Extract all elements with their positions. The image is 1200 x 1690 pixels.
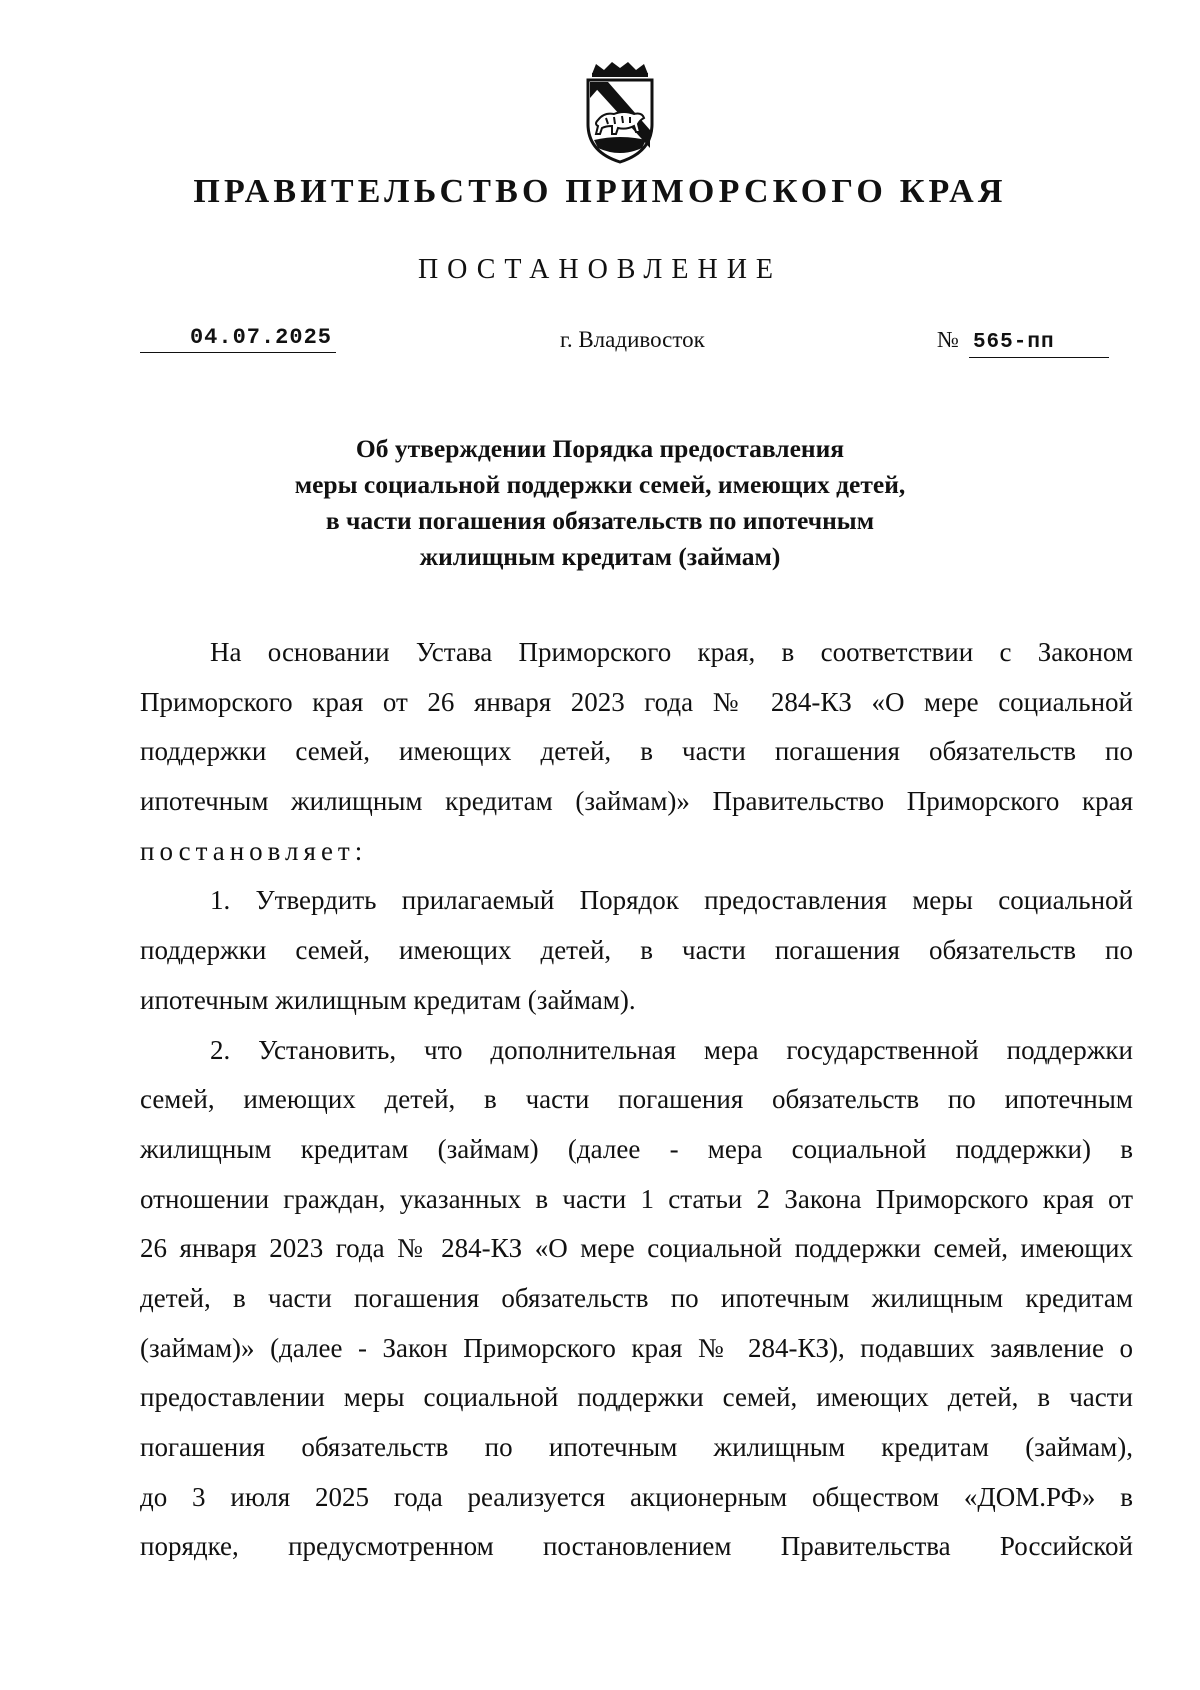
body-line: погашения обязательств по ипотечным жилищным кредитам (займам), xyxy=(140,1432,1133,1462)
subject-line: жилищным кредитам (займам) xyxy=(419,542,781,571)
body-line: отношении граждан, указанных в части 1 статьи 2 Закона Приморского края от xyxy=(140,1183,1133,1214)
number-sign: № xyxy=(937,327,959,352)
body-line: 2. Установить, что дополнительная мера государственной поддержки xyxy=(210,1034,1133,1065)
coat-of-arms-emblem xyxy=(578,60,662,164)
body-line: до 3 июля 2025 года реализуется акционерным обществом «ДОМ.РФ» в xyxy=(140,1481,1133,1512)
body-line: ипотечным жилищным кредитам (займам)» Правительство Приморского края xyxy=(140,786,1133,817)
body-line: 1. Утвердить прилагаемый Порядок предоставления меры социальной xyxy=(210,885,1133,916)
body-line: ипотечным жилищным кредитам (займам). xyxy=(140,984,636,1015)
document-body xyxy=(140,628,1133,1572)
body-line: (займам)» (далее - Закон Приморского края № 284-КЗ), подавших заявление о xyxy=(140,1332,1133,1363)
decree-keyword: постановляет: xyxy=(140,835,368,866)
item-1-paragraph xyxy=(140,876,1133,1025)
document-date: 04.07.2025 xyxy=(140,324,336,353)
organization-title: ПРАВИТЕЛЬСТВО ПРИМОРСКОГО КРАЯ xyxy=(193,173,1007,210)
document-type: ПОСТАНОВЛЕНИЕ xyxy=(417,254,783,285)
body-line: порядке, предусмотренном постановлением Правительства Российской xyxy=(140,1531,1133,1562)
subject-line: в части погашения обязательств по ипотечным xyxy=(325,506,875,535)
body-line: Приморского края от 26 января 2023 года № 284-КЗ «О мере социальной xyxy=(140,686,1133,717)
body-line: семей, имеющих детей, в части погашения обязательств по ипотечным xyxy=(140,1084,1133,1115)
document-subject xyxy=(200,431,1000,575)
document-city: г. Владивосток xyxy=(560,327,705,352)
preamble-paragraph xyxy=(140,628,1133,876)
subject-line: меры социальной поддержки семей, имеющих детей, xyxy=(294,470,906,499)
body-line: предоставлении меры социальной поддержки семей, имеющих детей, в части xyxy=(140,1382,1133,1413)
item-2-paragraph xyxy=(140,1026,1133,1573)
document-number: 565-пп xyxy=(969,329,1109,358)
body-line: 26 января 2023 года № 284-КЗ «О мере социальной поддержки семей, имеющих xyxy=(140,1233,1133,1264)
body-line: поддержки семей, имеющих детей, в части погашения обязательств по xyxy=(140,736,1133,767)
body-line: детей, в части погашения обязательств по ипотечным жилищным кредитам xyxy=(140,1282,1133,1313)
subject-line: Об утверждении Порядка предоставления xyxy=(355,434,845,463)
body-line: жилищным кредитам (займам) (далее - мера социальной поддержки) в xyxy=(140,1133,1133,1164)
document-number-block xyxy=(937,326,1109,358)
body-line: На основании Устава Приморского края, в соответствии с Законом xyxy=(210,637,1133,667)
body-line: поддержки семей, имеющих детей, в части погашения обязательств по xyxy=(140,935,1133,966)
